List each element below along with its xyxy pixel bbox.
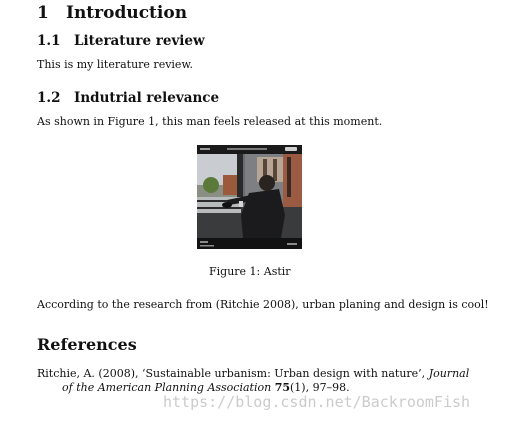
subsection-title-industrial-relevance: Indutrial relevance <box>74 90 220 106</box>
figure-caption <box>209 265 291 279</box>
figure-caption-label: Figure 1: <box>209 265 261 278</box>
references-heading: References <box>37 335 137 354</box>
reference-title: ‘Sustainable urbanism: Urban design with nature’, <box>142 367 429 380</box>
reference-journal-part2: of the American Planning Association <box>62 381 272 394</box>
reference-issue-pages: (1), 97–98. <box>290 381 350 394</box>
figure-caption-text: Astir <box>263 265 291 278</box>
photo-illustration <box>197 145 302 249</box>
watermark-url: https://blog.csdn.net/BackroomFish <box>163 393 471 411</box>
research-paragraph: According to the research from (Ritchie 2008), urban planing and design is cool! <box>37 298 489 311</box>
industrial-relevance-paragraph: As shown in Figure 1, this man feels released at this moment. <box>37 115 383 128</box>
subsection-number: 1.1 <box>37 33 61 49</box>
reference-authors-year: Ritchie, A. (2008), <box>37 367 142 380</box>
literature-review-paragraph: This is my literature review. <box>37 58 194 71</box>
subsection-number: 1.2 <box>37 90 61 106</box>
reference-volume: 75 <box>274 381 291 394</box>
section-title-introduction: Introduction <box>66 3 188 23</box>
reference-entry-line-1 <box>37 367 469 381</box>
reference-journal-part1: Journal <box>428 367 470 380</box>
figure-photo <box>197 145 302 249</box>
subsection-title-literature-review: Literature review <box>74 33 205 49</box>
section-number: 1 <box>37 3 49 23</box>
